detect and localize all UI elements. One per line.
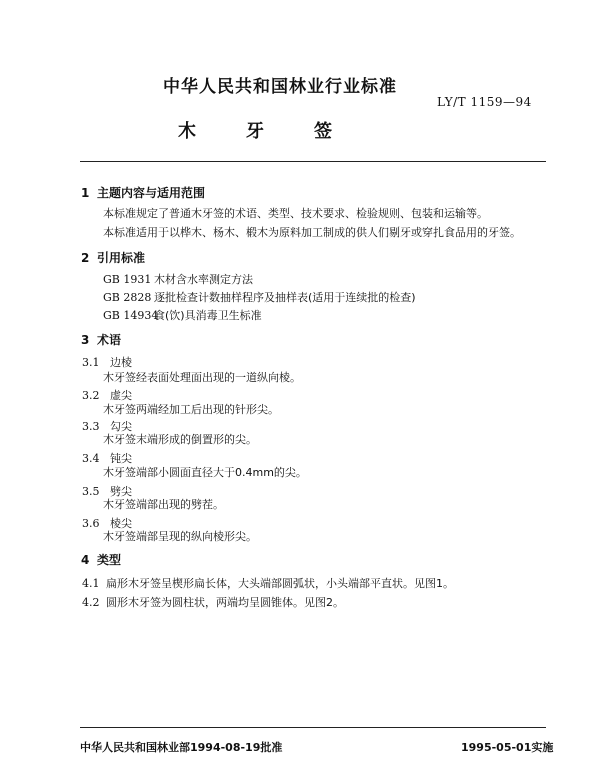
section-2-heading <box>81 249 145 266</box>
section-number: 2 <box>81 251 90 265</box>
type-item <box>82 594 344 610</box>
effective-date: 1995-05-01实施 <box>461 741 554 754</box>
term-number: 3.3 <box>82 420 100 433</box>
term-number: 3.5 <box>82 485 100 498</box>
document-title: 木牙签 <box>178 121 382 142</box>
term-definition: 木牙签末端形成的倒置形的尖。 <box>103 433 257 446</box>
term-number: 3.6 <box>82 517 100 530</box>
type-text: 扁形木牙签呈楔形扁长体，大头端部圆弧状，小头端部平直状。见图1。 <box>106 577 454 590</box>
term-name: 勾尖 <box>110 420 132 433</box>
section-1-heading <box>81 184 205 201</box>
type-number: 4.2 <box>82 596 100 609</box>
term-definition: 木牙签两端经加工后出现的针形尖。 <box>103 403 279 416</box>
footer-divider <box>80 727 546 728</box>
term-entry <box>82 483 132 499</box>
reference-text: 食(饮)具消毒卫生标准 <box>154 309 262 322</box>
type-item <box>82 575 454 591</box>
standard-code: LY/T 1159—94 <box>437 95 532 109</box>
reference-code: GB 1931 <box>103 273 152 286</box>
term-name: 劈尖 <box>110 485 132 498</box>
term-name: 虚尖 <box>110 389 132 402</box>
term-entry <box>82 354 132 370</box>
term-entry <box>82 418 132 434</box>
section-number: 3 <box>81 333 90 347</box>
term-name: 边棱 <box>110 356 132 369</box>
term-entry <box>82 387 132 403</box>
section-4-heading <box>81 551 121 568</box>
term-number: 3.2 <box>82 389 100 402</box>
section-title: 主题内容与适用范围 <box>97 186 206 200</box>
term-number: 3.1 <box>82 356 100 369</box>
term-definition: 木牙签端部小圆面直径大于0.4mm的尖。 <box>103 466 307 479</box>
term-entry <box>82 515 132 531</box>
reference-code: GB 2828 <box>103 291 152 304</box>
section-number: 4 <box>81 553 90 567</box>
term-name: 棱尖 <box>110 517 132 530</box>
term-definition: 木牙签端部出现的劈茬。 <box>103 498 224 511</box>
type-number: 4.1 <box>82 577 100 590</box>
term-name: 钝尖 <box>110 452 132 465</box>
approval-line: 中华人民共和国林业部1994-08-19批准 <box>80 741 283 754</box>
section-3-heading <box>81 331 121 348</box>
section-number: 1 <box>81 186 90 200</box>
reference-item <box>103 273 253 287</box>
type-text: 圆形木牙签为圆柱状，两端均呈圆锥体。见图2。 <box>106 596 344 609</box>
section-1-paragraph: 本标准适用于以桦木、杨木、椴木为原料加工制成的供人们剔牙或穿扎食品用的牙签。 <box>103 226 521 239</box>
standard-title: 中华人民共和国林业行业标准 <box>163 77 397 97</box>
section-1-paragraph: 本标准规定了普通木牙签的术语、类型、技术要求、检验规则、包装和运输等。 <box>103 207 488 220</box>
reference-code: GB 14934 <box>103 309 159 322</box>
section-title: 引用标准 <box>97 251 146 265</box>
term-number: 3.4 <box>82 452 100 465</box>
reference-item <box>103 309 262 323</box>
header-divider <box>80 161 546 162</box>
term-definition: 木牙签端部呈现的纵向棱形尖。 <box>103 530 257 543</box>
section-title: 类型 <box>97 553 122 567</box>
section-title: 术语 <box>97 333 122 347</box>
term-definition: 木牙签经表面处理面出现的一道纵向棱。 <box>103 371 301 384</box>
reference-text: 木材含水率测定方法 <box>154 273 253 286</box>
reference-item <box>103 291 416 305</box>
term-entry <box>82 450 132 466</box>
reference-text: 逐批检查计数抽样程序及抽样表(适用于连续批的检查) <box>154 291 416 304</box>
